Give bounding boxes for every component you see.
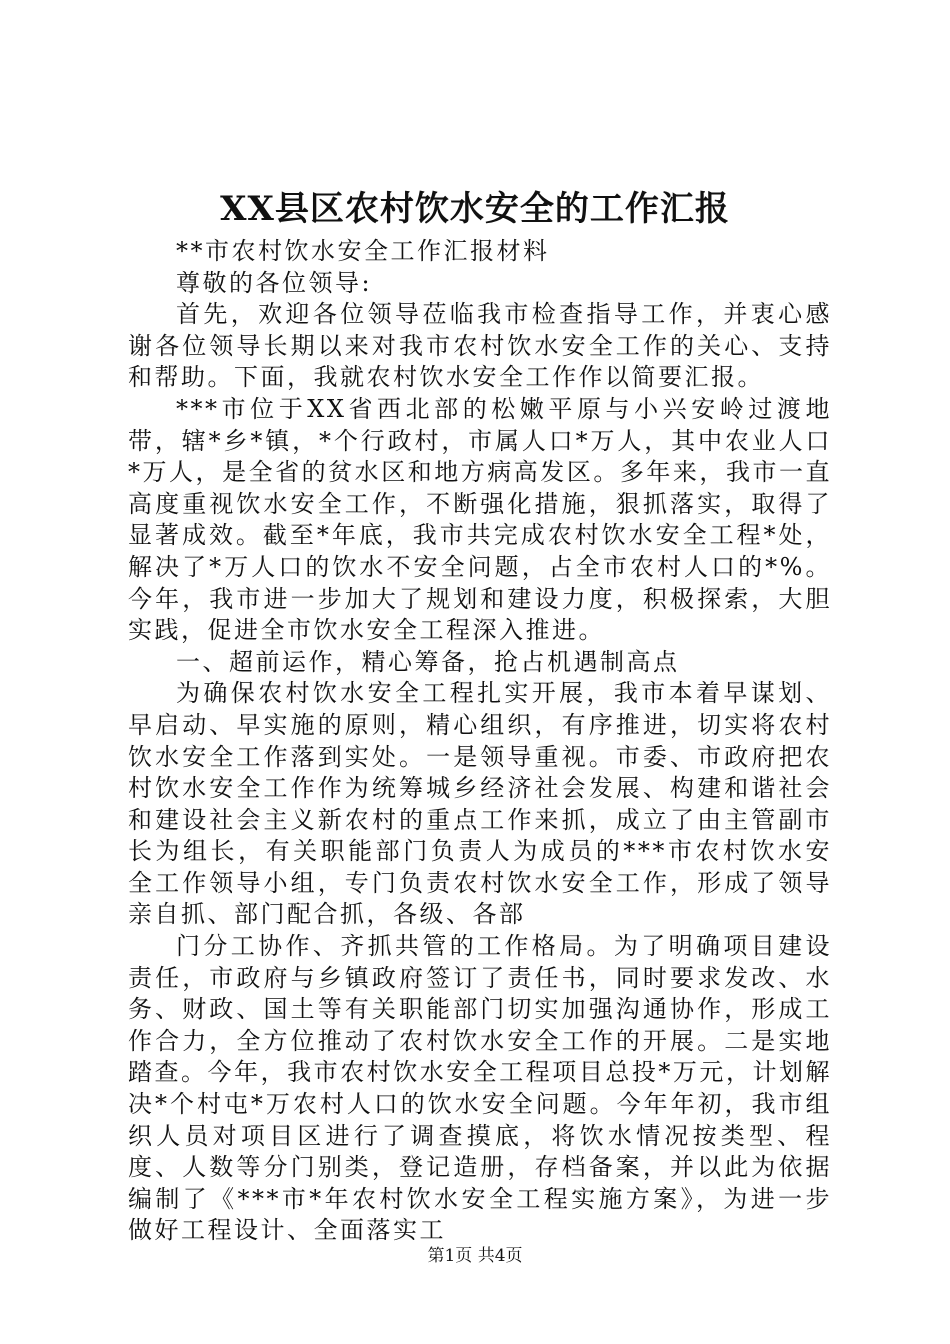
paragraph-intro: 首先，欢迎各位领导莅临我市检查指导工作，并衷心感谢各位领导长期以来对我市农村饮水安全工作的关心、支持和帮助。下面，我就农村饮水安全工作作以简要汇报。 [128,300,832,392]
document-title: XX县区农村饮水安全的工作汇报 [220,189,730,229]
paragraph-overview: ***市位于XX省西北部的松嫩平原与小兴安岭过渡地带，辖*乡*镇，*个行政村，市属人口*万人，其中农业人口*万人，是全省的贫水区和地方病高发区。多年来，我市一直高度重视饮水安全工作，不断强化措施，狠抓落实，取得了显著成效。截至*年底，我市共完成农村饮水安全工程*处，解决了*万人口的饮水不安全问题，占全市农村人口的*%。今年，我市进一步加大了规划和建设力度，积极探索，大胆实践，促进全市饮水安全工程深入推进。 [128,394,832,645]
page-number-footer: 第1页 共4页 [427,1246,523,1266]
document-body [128,236,832,1247]
paragraph-subtitle: **市农村饮水安全工作汇报材料 [176,237,550,265]
paragraph-section-heading: 一、超前运作，精心筹备，抢占机遇制高点 [176,647,680,676]
paragraph-section-body-1: 为确保农村饮水安全工程扎实开展，我市本着早谋划、早启动、早实施的原则，精心组织，有序推进，切实将农村饮水安全工作落到实处。一是领导重视。市委、市政府把农村饮水安全工作作为统筹城乡经济社会发展、构建和谐社会和建设社会主义新农村的重点工作来抓，成立了由主管副市长为组长，有关职能部门负责人为成员的***市农村饮水安全工作领导小组，专门负责农村饮水安全工作，形成了领导亲自抓、部门配合抓，各级、各部 [128,679,832,929]
paragraph-section-body-2: 门分工协作、齐抓共管的工作格局。为了明确项目建设责任，市政府与乡镇政府签订了责任书，同时要求发改、水务、财政、国土等有关职能部门切实加强沟通协作，形成工作合力，全方位推动了农村饮水安全工作的开展。二是实地踏查。今年，我市农村饮水安全工程项目总投*万元，计划解决*个村屯*万农村人口的饮水安全问题。今年年初，我市组织人员对项目区进行了调查摸底，将饮水情况按类型、程度、人数等分门别类，登记造册，存档备案，并以此为依据编制了《***市*年农村饮水安全工程实施方案》，为进一步做好工程设计、全面落实工 [128,932,832,1245]
paragraph-salutation: 尊敬的各位领导: [176,268,373,297]
